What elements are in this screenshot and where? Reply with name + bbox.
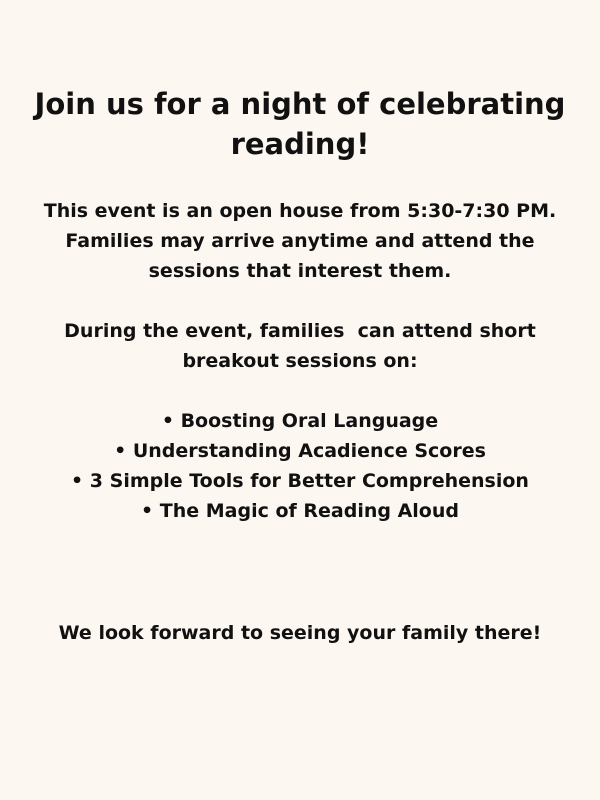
breakout-intro-line: During the event, families can attend short [64, 320, 536, 342]
closing-message: We look forward to seeing your family there! [58, 622, 542, 644]
breakout-session-item: • Understanding Acadience Scores [114, 440, 486, 462]
breakout-session-item: • 3 Simple Tools for Better Comprehension [71, 470, 529, 492]
breakout-intro-line: breakout sessions on: [182, 350, 418, 372]
flyer-title [30, 84, 570, 164]
intro-line: sessions that interest them. [148, 260, 452, 282]
event-intro-text [20, 196, 580, 286]
breakout-session-item: • Boosting Oral Language [161, 410, 439, 432]
breakout-intro-text [20, 316, 580, 376]
breakout-session-item: • The Magic of Reading Aloud [141, 500, 459, 522]
intro-line: This event is an open house from 5:30-7:30 PM. [43, 200, 557, 222]
breakout-session-list [20, 406, 580, 526]
intro-line: Families may arrive anytime and attend the [65, 230, 535, 252]
flyer-title-line: reading! [230, 127, 370, 161]
flyer-title-line: Join us for a night of celebrating [34, 87, 566, 121]
